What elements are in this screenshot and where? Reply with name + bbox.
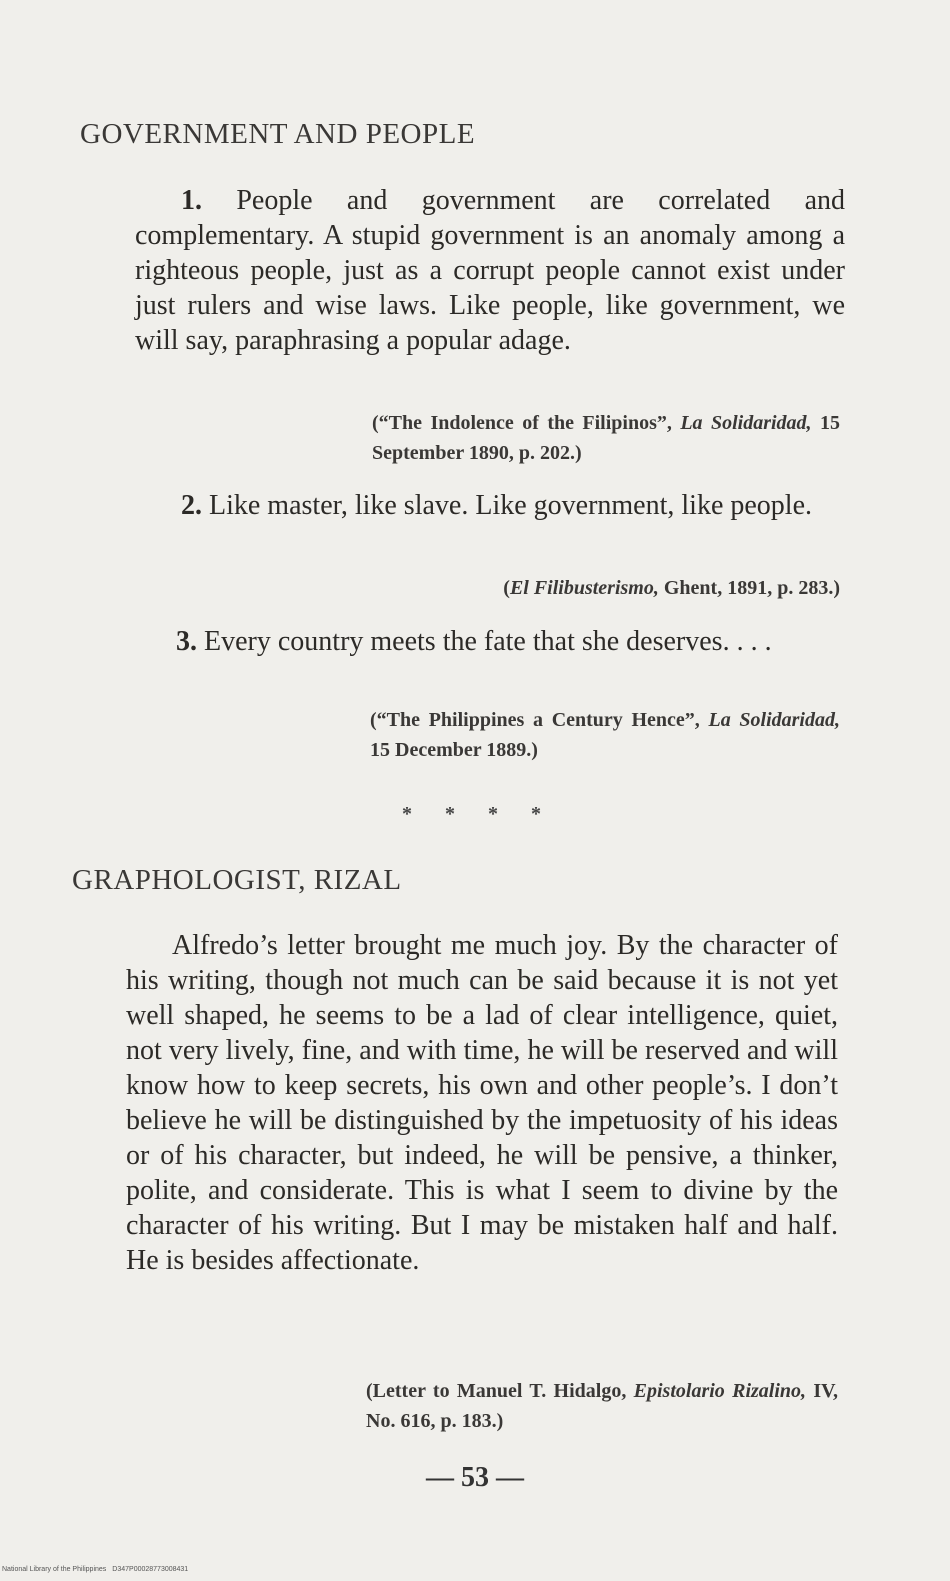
entry-3-text: Every country meets the fate that she deserves. . . . — [204, 626, 772, 657]
section-title-graphologist-rizal: GRAPHOLOGIST, RIZAL — [72, 864, 402, 896]
entry-3-citation: (“The Philippines a Century Hence”, La Solidaridad, 15 December 1889.) — [370, 709, 840, 761]
entry-2-number: 2. — [181, 490, 202, 521]
entry-2-text: Like master, like slave. Like government, like people. — [209, 490, 813, 521]
footer-library: National Library of the Philippines — [2, 1566, 107, 1573]
graphologist-citation: (Letter to Manuel T. Hidalgo, Epistolario Rizalino, IV, No. 616, p. 183.) — [366, 1380, 838, 1432]
entry-2-paragraph — [135, 488, 840, 523]
footer-code: D347P00028773008431 — [112, 1566, 189, 1573]
entry-3-paragraph — [130, 624, 840, 659]
section-separator: * * * * — [402, 803, 555, 825]
entry-1-text: People and government are correlated and complementary. A stupid government is an anomaly among a righteous people, just as a corrupt people cannot exist under just rulers and wise laws. Like people, like government, we will say, paraphrasing a popular adage. — [135, 185, 846, 356]
entry-1-paragraph — [135, 183, 845, 358]
library-footer — [2, 1566, 188, 1573]
page-number: — 53 — — [426, 1462, 524, 1493]
entry-1-citation: (“The Indolence of the Filipinos”, La Solidaridad, 15 September 1890, p. 202.) — [372, 412, 840, 464]
graphologist-paragraph: Alfredo’s letter brought me much joy. By the character of his writing, though not much can be said because it is not yet well shaped, he seems to be a lad of clear intelligence, quiet, not very lively, fine, and with time, he will be reserved and will know how to keep secrets, his own and other people’s. I don’t believe he will be distinguished by the impetuosity of his ideas or of his character, but indeed, he will be pensive, a thinker, polite, and considerate. This is what I seem to divine by the character of his writing. But I may be mistaken half and half. He is besides affectionate. — [126, 930, 838, 1276]
entry-3-number: 3. — [176, 626, 197, 657]
entry-2-citation: (El Filibusterismo, Ghent, 1891, p. 283.) — [503, 577, 840, 599]
entry-1-number: 1. — [181, 185, 202, 216]
section-title-government-and-people: GOVERNMENT AND PEOPLE — [80, 118, 476, 150]
